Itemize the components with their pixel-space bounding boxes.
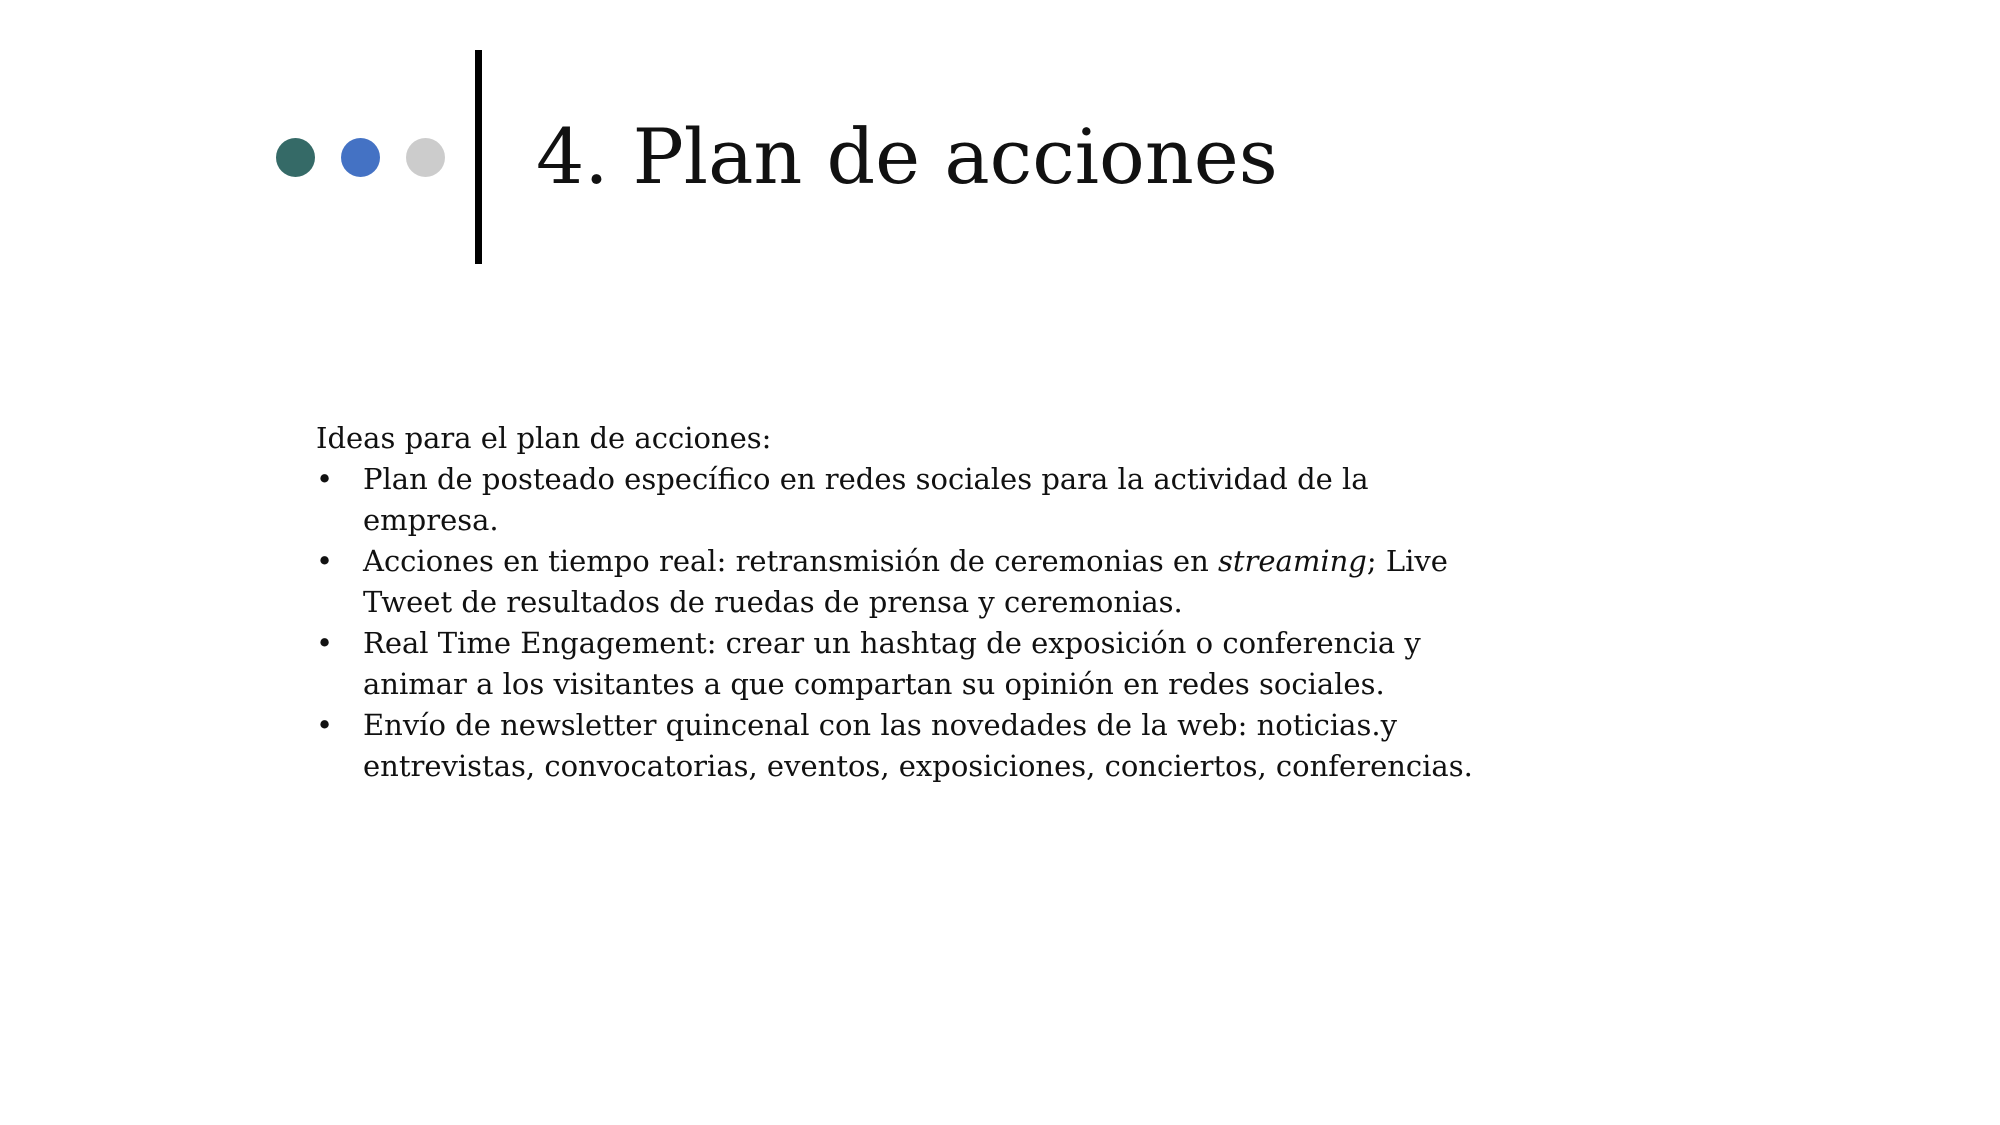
bullet-icon: •: [316, 544, 334, 578]
list-item: [316, 541, 1496, 623]
list-item-text: Acciones en tiempo real: retransmisión de ceremonias en: [363, 544, 1218, 578]
dot-blue-icon: [341, 138, 380, 177]
list-item-text: Envío de newsletter quincenal con las novedades de la web: noticias.y entrevistas, convocatorias, eventos, exposiciones, conciertos, conferencias.: [363, 708, 1473, 783]
list-item: [316, 705, 1496, 787]
bullet-list: [316, 459, 1496, 787]
decorative-dots: [276, 138, 445, 177]
dot-light-gray-icon: [406, 138, 445, 177]
list-item-text-continued: ; Live Tweet de resultados de ruedas de prensa y ceremonias.: [363, 544, 1448, 619]
list-item: [316, 623, 1496, 705]
list-item: [316, 459, 1496, 541]
list-item-text: Plan de posteado específico en redes sociales para la actividad de la empresa.: [363, 462, 1369, 537]
slide-title: 4. Plan de acciones: [536, 112, 1278, 201]
bullet-icon: •: [316, 708, 334, 742]
list-item-text: Real Time Engagement: crear un hashtag de exposición o conferencia y animar a los visitantes a que compartan su opinión en redes sociales.: [363, 626, 1421, 701]
bullet-icon: •: [316, 626, 334, 660]
title-divider: [475, 50, 482, 264]
bullet-icon: •: [316, 462, 334, 496]
intro-text: Ideas para el plan de acciones:: [316, 421, 772, 455]
slide-content: [316, 418, 1496, 787]
dot-dark-teal-icon: [276, 138, 315, 177]
list-item-emphasis: streaming: [1217, 544, 1367, 578]
